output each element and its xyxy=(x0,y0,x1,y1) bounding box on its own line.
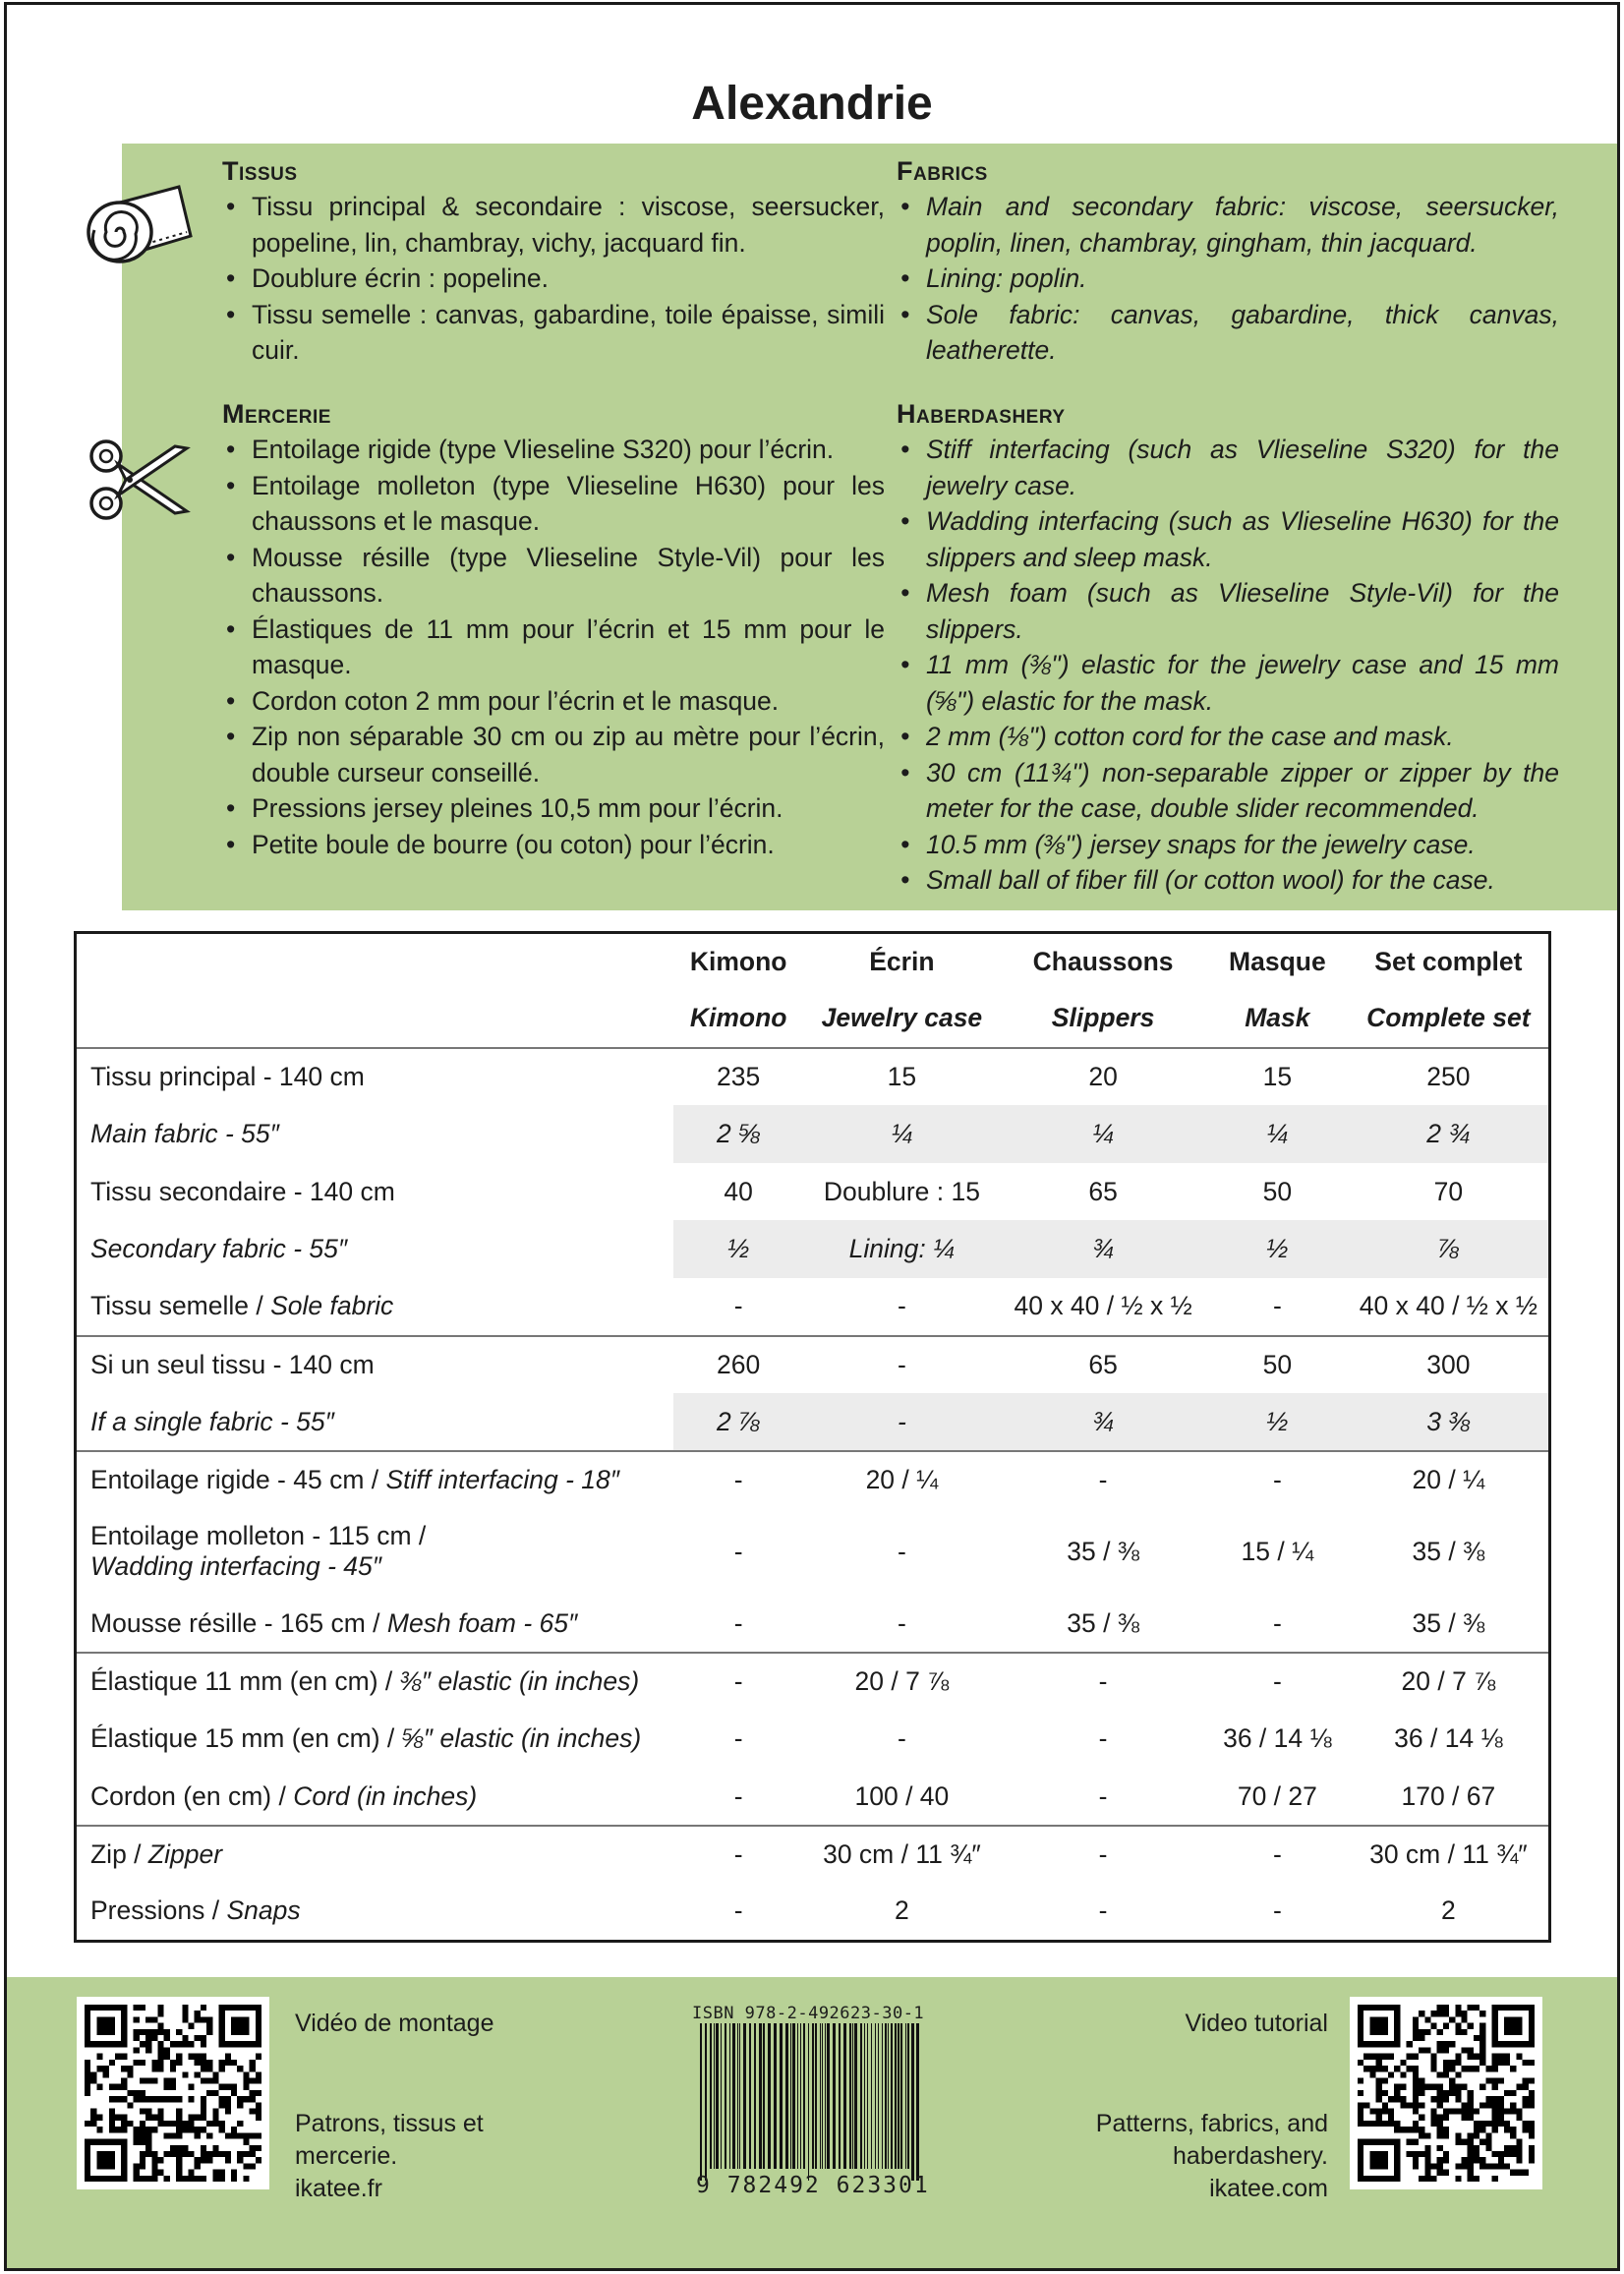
table-row xyxy=(76,1336,1550,1394)
fr-haberdashery-heading: Mercerie xyxy=(222,399,331,429)
row-label-fr: Tissu secondaire - 140 cm xyxy=(90,1176,395,1206)
row-label-fr: Entoilage molleton - 115 cm / xyxy=(90,1521,427,1551)
row-label xyxy=(76,1048,673,1106)
table-cell: - xyxy=(1098,1723,1108,1754)
table-cell: 35 / ⅜ xyxy=(1412,1536,1485,1566)
table-cell: - xyxy=(733,1291,743,1321)
column-header: Kimono xyxy=(689,947,787,977)
table-cell: - xyxy=(804,1393,1001,1451)
en-fabrics-section xyxy=(897,153,1559,369)
isbn-label: ISBN 978-2-492623-30-1 xyxy=(692,2004,925,2023)
table-cell: - xyxy=(673,1451,804,1509)
column-header: Mask xyxy=(1206,990,1349,1048)
shop-text-fr: Patrons, tissus et xyxy=(295,2110,484,2137)
table-cell: 20 / 7 ⅞ xyxy=(804,1653,1001,1711)
row-label xyxy=(76,1163,673,1221)
table-row xyxy=(76,1393,1550,1451)
en-haberdashery-section xyxy=(897,396,1559,899)
table-cell: 35 / ⅜ xyxy=(1067,1607,1139,1638)
table-cell: - xyxy=(1206,1826,1349,1884)
fabric-roll-icon xyxy=(81,177,197,275)
table-row xyxy=(76,1653,1550,1711)
list-item: • Mousse résille (type Vlieseline Style-Vil) pour les chaussons. xyxy=(222,540,885,612)
row-label xyxy=(76,1451,673,1509)
row-label-en: Zipper xyxy=(147,1839,223,1870)
row-label xyxy=(76,1393,673,1451)
table-cell: 15 / ¼ xyxy=(1241,1536,1314,1566)
list-item: • Main and secondary fabric: viscose, seersucker, poplin, linen, chambray, gingham, thin jacquard. xyxy=(897,189,1559,261)
table-cell: 65 xyxy=(1000,1336,1206,1394)
list-item: • Entoilage molleton (type Vlieseline H630) pour les chaussons et le masque. xyxy=(222,468,885,540)
table-cell: ¼ xyxy=(1206,1105,1349,1163)
table-cell: ¼ xyxy=(1000,1105,1206,1163)
table-cell: ¼ xyxy=(804,1105,1001,1163)
table-cell: 70 / 27 xyxy=(1237,1780,1317,1811)
row-label-fr: Si un seul tissu - 140 cm xyxy=(90,1349,375,1379)
table-cell: 300 xyxy=(1349,1336,1550,1394)
column-header: Complete set xyxy=(1349,990,1550,1048)
table-row xyxy=(76,1711,1550,1769)
list-item: • Entoilage rigide (type Vlieseline S320) pour l’écrin. xyxy=(222,432,885,468)
table-header-row xyxy=(76,990,1550,1048)
column-header: Écrin xyxy=(869,947,935,977)
row-label xyxy=(76,1220,673,1278)
list-item: • Zip non séparable 30 cm ou zip au mètre pour l’écrin, double curseur conseillé. xyxy=(222,719,885,790)
table-cell: 2 ¾ xyxy=(1349,1105,1550,1163)
list-item: • Tissu principal & secondaire : viscose, seersucker, popeline, lin, chambray, vichy, jacquard fin. xyxy=(222,189,885,261)
qr-code-icon[interactable] xyxy=(1350,1997,1542,2189)
table-row xyxy=(76,1163,1550,1221)
list-item: • Wadding interfacing (such as Vlieseline H630) for the slippers and sleep mask. xyxy=(897,503,1559,575)
qr-code-icon[interactable] xyxy=(77,1997,269,2189)
table-cell: 35 / ⅜ xyxy=(1412,1607,1485,1638)
shop-text-fr: mercerie. xyxy=(295,2142,398,2170)
row-label-en: Snaps xyxy=(226,1895,301,1926)
table-cell: - xyxy=(804,1336,1001,1394)
table-cell: ¾ xyxy=(1000,1393,1206,1451)
table-cell: - xyxy=(733,1723,743,1754)
table-cell: 20 / 7 ⅞ xyxy=(1349,1653,1550,1711)
column-header: Kimono xyxy=(673,990,804,1048)
row-label-fr: Tissu semelle / xyxy=(90,1291,271,1321)
fr-fabrics-section xyxy=(222,153,885,369)
table-cell: 20 / ¼ xyxy=(1349,1451,1550,1509)
row-label-en: Stiff interfacing - 18″ xyxy=(385,1465,620,1495)
fr-fabrics-heading: Tissus xyxy=(222,156,298,186)
table-cell: 65 xyxy=(1088,1176,1118,1206)
row-label-en: Cord (in inches) xyxy=(293,1780,478,1811)
table-cell: - xyxy=(733,1895,743,1926)
table-row xyxy=(76,1451,1550,1509)
table-cell: - xyxy=(897,1723,906,1754)
table-cell: 70 xyxy=(1433,1176,1464,1206)
site-link-en[interactable]: ikatee.com xyxy=(1209,2175,1328,2202)
table-cell: 40 x 40 / ½ x ½ xyxy=(1359,1291,1537,1321)
table-cell: - xyxy=(1206,1451,1349,1509)
table-cell: ¾ xyxy=(1000,1220,1206,1278)
list-item: • 11 mm (⅜") elastic for the jewelry case and 15 mm (⅝") elastic for the mask. xyxy=(897,647,1559,719)
table-cell: 250 xyxy=(1426,1061,1471,1091)
table-cell: 2 xyxy=(895,1895,909,1926)
table-cell: Doublure : 15 xyxy=(823,1176,980,1206)
scissors-icon xyxy=(85,433,191,527)
row-label-fr: Pressions / xyxy=(90,1895,227,1926)
table-row xyxy=(76,1768,1550,1826)
table-cell: - xyxy=(1000,1653,1206,1711)
column-header: Slippers xyxy=(1000,990,1206,1048)
row-label-fr: Mousse résille - 165 cm / xyxy=(90,1607,387,1638)
row-label xyxy=(76,1653,673,1711)
row-label-fr: Cordon (en cm) / xyxy=(90,1780,294,1811)
table-cell: - xyxy=(1000,1826,1206,1884)
table-cell: ½ xyxy=(1206,1393,1349,1451)
video-label-en: Video tutorial xyxy=(1185,2010,1328,2037)
column-header: Masque xyxy=(1229,947,1326,977)
table-row xyxy=(76,1883,1550,1941)
list-item: • Cordon coton 2 mm pour l’écrin et le masque. xyxy=(222,683,885,720)
table-cell: 35 / ⅜ xyxy=(1067,1536,1139,1566)
row-label xyxy=(76,1278,673,1336)
table-cell: - xyxy=(1000,1451,1206,1509)
row-label xyxy=(76,1508,673,1595)
row-label-fr: Entoilage rigide - 45 cm / xyxy=(90,1465,386,1495)
table-cell: 2 ⅞ xyxy=(673,1393,804,1451)
list-item: • Pressions jersey pleines 10,5 mm pour l’écrin. xyxy=(222,790,885,827)
table-header-row xyxy=(76,933,1550,991)
table-cell: - xyxy=(1272,1291,1282,1321)
row-label-en: If a single fabric - 55″ xyxy=(90,1406,334,1436)
table-cell: - xyxy=(1206,1653,1349,1711)
table-cell: 15 xyxy=(887,1061,917,1091)
list-item: • 10.5 mm (⅜") jersey snaps for the jewelry case. xyxy=(897,827,1559,863)
row-label-fr: Tissu principal - 140 cm xyxy=(90,1061,365,1091)
table-cell: - xyxy=(733,1780,743,1811)
row-label-fr: Élastique 11 mm (en cm) / xyxy=(90,1666,400,1697)
row-label xyxy=(76,1826,673,1884)
table-cell: ½ xyxy=(673,1220,804,1278)
table-cell: 100 / 40 xyxy=(854,1780,950,1811)
row-label xyxy=(76,1768,673,1826)
row-label-en: Main fabric - 55″ xyxy=(90,1119,280,1149)
table-cell: - xyxy=(673,1653,804,1711)
list-item: • Élastiques de 11 mm pour l’écrin et 15 mm pour le masque. xyxy=(222,612,885,683)
table-cell: 260 xyxy=(673,1336,804,1394)
table-cell: - xyxy=(1098,1780,1108,1811)
column-header: Chaussons xyxy=(1032,947,1174,977)
table-row xyxy=(76,1220,1550,1278)
row-label-en: Mesh foam - 65″ xyxy=(386,1607,578,1638)
en-haberdashery-heading: Haberdashery xyxy=(897,399,1066,429)
table-cell: - xyxy=(897,1291,906,1321)
row-label xyxy=(76,1883,673,1941)
table-row xyxy=(76,1105,1550,1163)
table-cell: 40 x 40 / ½ x ½ xyxy=(1014,1291,1192,1321)
table-cell: 2 xyxy=(1441,1895,1456,1926)
table-row xyxy=(76,1278,1550,1336)
table-cell: - xyxy=(733,1536,743,1566)
table-cell: - xyxy=(897,1536,906,1566)
row-label-en: Secondary fabric - 55″ xyxy=(90,1234,348,1264)
table-cell: Lining: ¼ xyxy=(804,1220,1001,1278)
column-header: Set complet xyxy=(1374,947,1523,977)
table-cell: - xyxy=(1098,1895,1108,1926)
row-label xyxy=(76,1711,673,1769)
table-cell: 36 / 14 ⅛ xyxy=(1223,1723,1332,1754)
table-cell: ½ xyxy=(1206,1220,1349,1278)
table-cell: 15 xyxy=(1262,1061,1293,1091)
row-label xyxy=(76,1336,673,1394)
en-fabrics-heading: Fabrics xyxy=(897,156,988,186)
list-item: • Lining: poplin. xyxy=(897,261,1559,297)
table-cell: - xyxy=(897,1607,906,1638)
list-item: • Stiff interfacing (such as Vlieseline S320) for the jewelry case. xyxy=(897,432,1559,503)
table-cell: 40 xyxy=(724,1176,753,1206)
table-cell: 235 xyxy=(717,1061,761,1091)
list-item: • Petite boule de bourre (ou coton) pour l’écrin. xyxy=(222,827,885,863)
table-cell: 2 ⅝ xyxy=(673,1105,804,1163)
table-cell: 36 / 14 ⅛ xyxy=(1394,1723,1503,1754)
table-cell: 20 / ¼ xyxy=(804,1451,1001,1509)
isbn-digits: 9 782492 623301 xyxy=(696,2173,930,2198)
row-label xyxy=(76,1595,673,1653)
shop-text-en: haberdashery. xyxy=(1173,2142,1328,2170)
fr-haberdashery-section xyxy=(222,396,885,862)
table-cell: 30 cm / 11 ¾″ xyxy=(1349,1826,1550,1884)
list-item: • Small ball of fiber fill (or cotton wool) for the case. xyxy=(897,862,1559,899)
list-item: • Tissu semelle : canvas, gabardine, toile épaisse, simili cuir. xyxy=(222,297,885,369)
table-cell: 30 cm / 11 ¾″ xyxy=(804,1826,1001,1884)
table-cell: 170 / 67 xyxy=(1401,1780,1496,1811)
site-link-fr[interactable]: ikatee.fr xyxy=(295,2175,382,2202)
table-cell: - xyxy=(733,1607,743,1638)
list-item: • Mesh foam (such as Vlieseline Style-Vil) for the slippers. xyxy=(897,575,1559,647)
row-label-en: Sole fabric xyxy=(270,1291,394,1321)
row-label-en: ⅜″ elastic (in inches) xyxy=(399,1666,640,1697)
table-cell: - xyxy=(673,1826,804,1884)
row-label-fr: Zip / xyxy=(90,1839,148,1870)
table-cell: 50 xyxy=(1262,1176,1293,1206)
row-label xyxy=(76,1105,673,1163)
table-row xyxy=(76,1826,1550,1884)
list-item: • 30 cm (11¾") non-separable zipper or zipper by the meter for the case, double slider recommended. xyxy=(897,755,1559,827)
row-label-en: Wadding interfacing - 45″ xyxy=(90,1551,382,1582)
page-title: Alexandrie xyxy=(691,78,933,130)
video-label-fr: Vidéo de montage xyxy=(295,2010,494,2037)
table-row xyxy=(76,1048,1550,1106)
row-label-fr: Élastique 15 mm (en cm) / xyxy=(90,1723,402,1754)
table-cell: 20 xyxy=(1088,1061,1118,1091)
list-item: • Doublure écrin : popeline. xyxy=(222,261,885,297)
table-cell: ⅞ xyxy=(1349,1220,1550,1278)
list-item: • 2 mm (⅛") cotton cord for the case and mask. xyxy=(897,719,1559,755)
list-item: • Sole fabric: canvas, gabardine, thick canvas, leatherette. xyxy=(897,297,1559,369)
table-cell: 50 xyxy=(1206,1336,1349,1394)
table-cell: 3 ⅜ xyxy=(1349,1393,1550,1451)
table-cell: - xyxy=(1272,1895,1282,1926)
table-row xyxy=(76,1595,1550,1653)
table-row xyxy=(76,1508,1550,1595)
column-header: Jewelry case xyxy=(804,990,1001,1048)
yardage-table xyxy=(74,931,1551,1943)
row-label-en: ⅝″ elastic (in inches) xyxy=(401,1723,642,1754)
table-cell: - xyxy=(1272,1607,1282,1638)
shop-text-en: Patterns, fabrics, and xyxy=(1095,2110,1328,2137)
